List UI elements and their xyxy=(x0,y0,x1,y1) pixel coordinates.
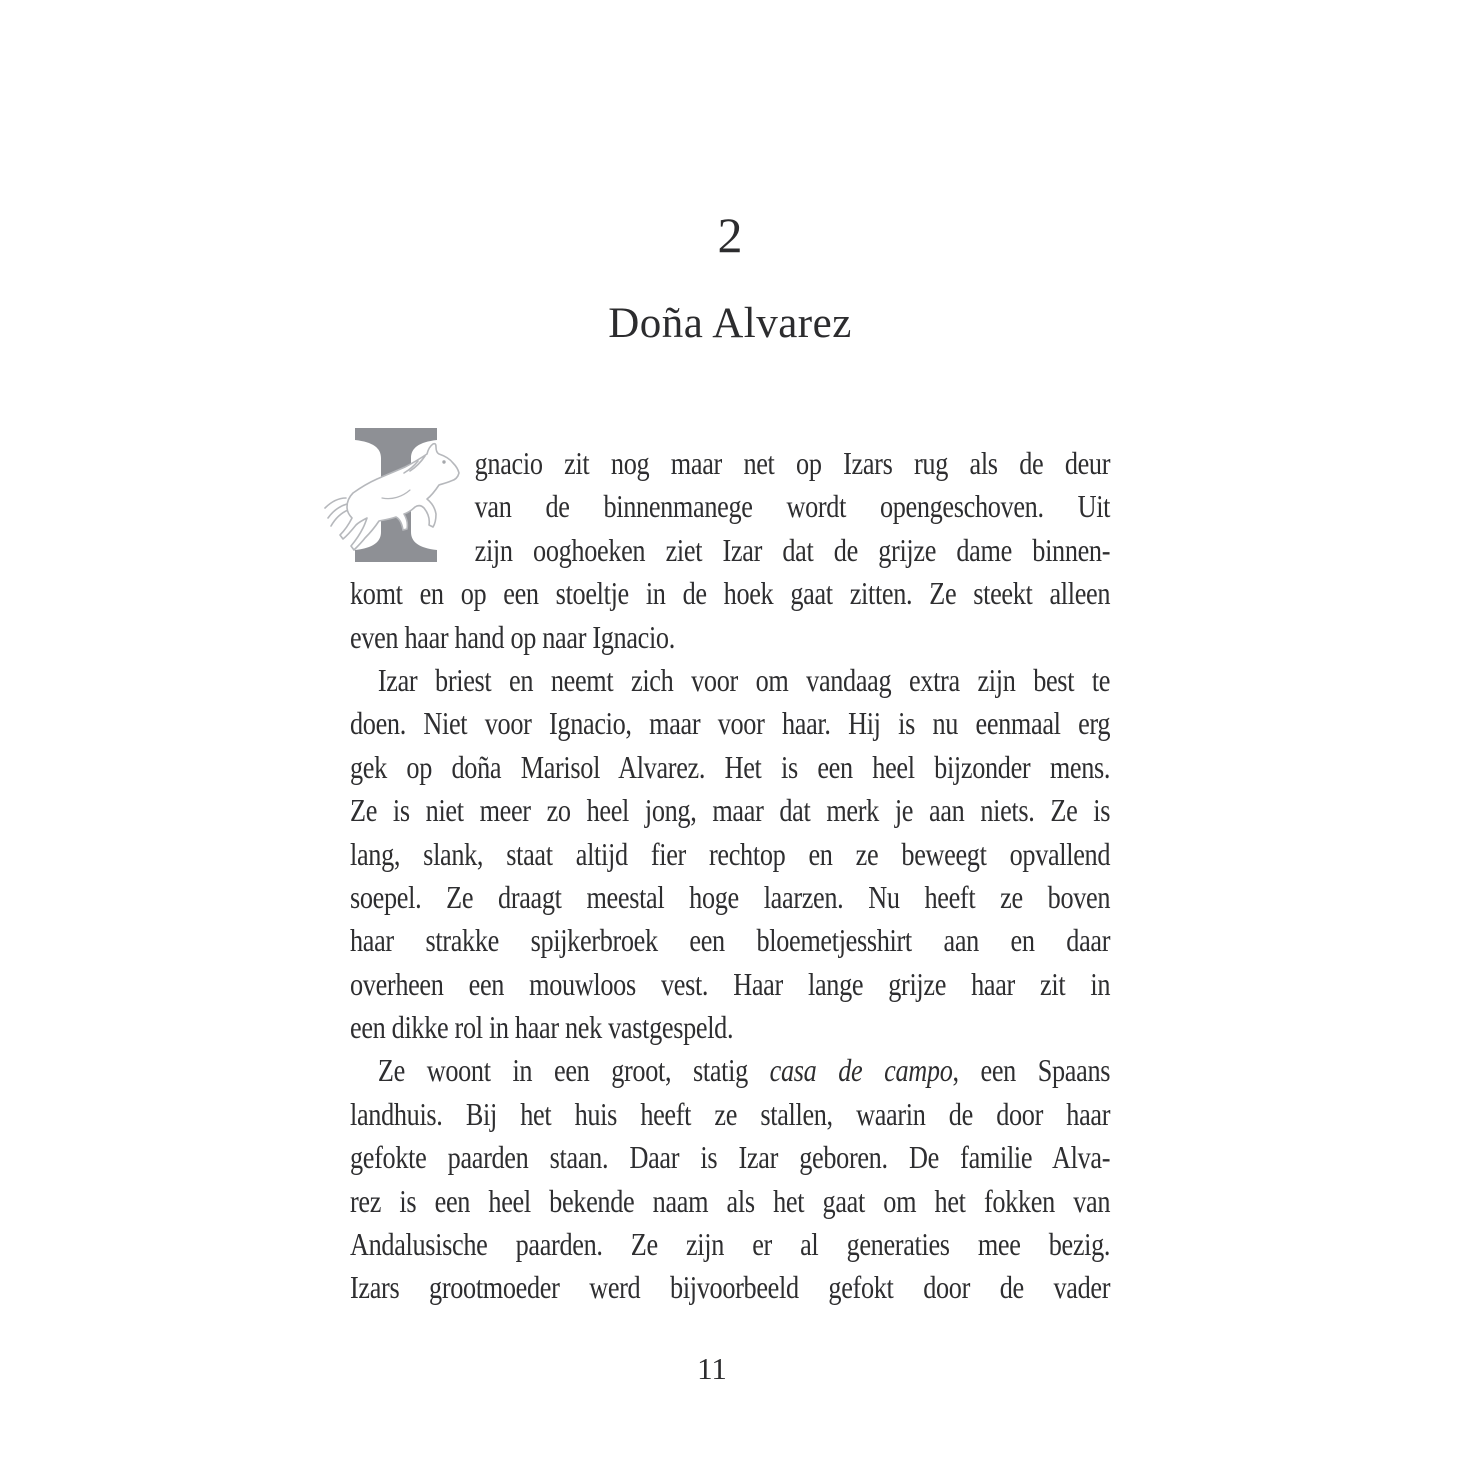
text-line: Ze is niet meer zo heel jong, maar dat merk je aan niets. Ze is xyxy=(350,792,1111,829)
chapter-title: Doña Alvarez xyxy=(608,300,852,347)
text-line: een dikke rol in haar nek vastgespeld. xyxy=(350,1009,734,1046)
chapter-number: 2 xyxy=(717,207,743,263)
text-line: doen. Niet voor Ignacio, maar voor haar. Hij is nu eenmaal erg xyxy=(350,705,1111,742)
text-line: van de binnenmanege wordt opengeschoven. Uit xyxy=(474,488,1111,525)
paragraph xyxy=(350,1049,1110,1309)
text-line: lang, slank, staat altijd fier rechtop en ze beweegt opvallend xyxy=(350,835,1111,872)
dropcap-letter-i-with-horse xyxy=(322,426,474,572)
text-line: gefokte paarden staan. Daar is Izar geboren. De familie Alva- xyxy=(350,1139,1111,1176)
text-line: landhuis. Bij het huis heeft ze stallen, waarin de door haar xyxy=(350,1095,1111,1132)
text-line: Ze woont in een groot, statig casa de campo, een Spaans xyxy=(377,1052,1111,1089)
page-number: 11 xyxy=(697,1351,727,1386)
text-line: overheen een mouwloos vest. Haar lange grijze haar zit in xyxy=(350,965,1111,1002)
dropcap xyxy=(322,426,474,572)
text-line: gek op doña Marisol Alvarez. Het is een heel bijzonder mens. xyxy=(350,748,1111,785)
text-line: gnacio zit nog maar net op Izars rug als de deur xyxy=(474,445,1111,481)
text-line: rez is een heel bekende naam als het gaat om het fokken van xyxy=(350,1182,1111,1219)
text-line: soepel. Ze draagt meestal hoge laarzen. Nu heeft ze boven xyxy=(350,878,1111,915)
text-line: zijn ooghoeken ziet Izar dat de grijze dame binnen- xyxy=(474,531,1111,568)
text-line: Izar briest en neemt zich voor om vandaag extra zijn best te xyxy=(377,661,1111,698)
body-text xyxy=(350,442,1110,1310)
text-line: even haar hand op naar Ignacio. xyxy=(350,618,675,655)
text-line: Andalusische paarden. Ze zijn er al generaties mee bezig. xyxy=(350,1226,1111,1263)
text-line: haar strakke spijkerbroek een bloemetjesshirt aan en daar xyxy=(350,922,1111,959)
text-line: Izars grootmoeder werd bijvoorbeeld gefokt door de vader xyxy=(350,1269,1111,1306)
paragraph xyxy=(350,659,1110,1050)
text-line: komt en op een stoeltje in de hoek gaat zitten. Ze steekt alleen xyxy=(350,575,1111,612)
